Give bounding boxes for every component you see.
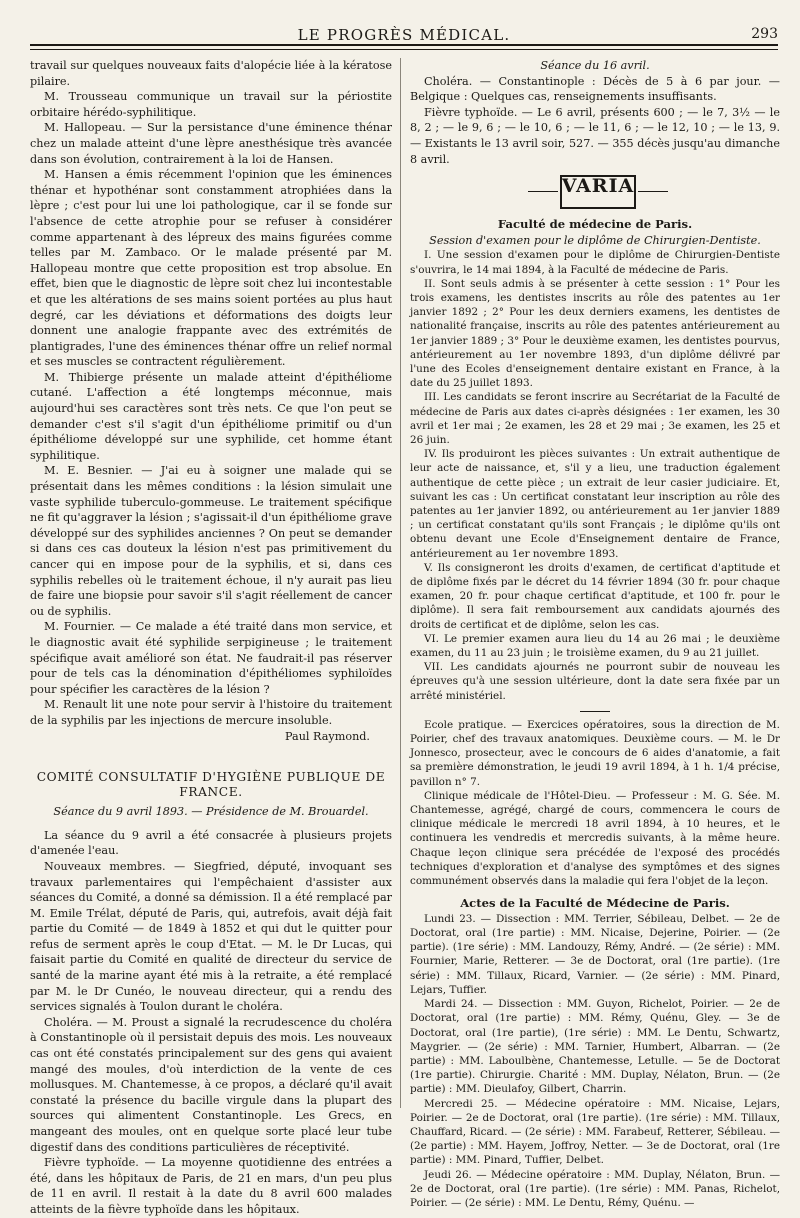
right-paragraph: Mercredi 25. — Médecine opératoire : MM. Nicaise, Lejars, Poirier. — 2e de Doctorat, oral (1re partie). (1re série) : MM. Tillaux, Chauffard, Ricard. — (2e série) : MM. Farabeuf, Retterer, Sébileau. — (2e partie) : MM. Hayem, Joffroy, Netter. — 3e de Doctorat, oral (1re partie) : MM. Pinard, Tuffier, Delbet. (410, 1097, 780, 1167)
ornament-line (528, 191, 558, 192)
separator-rule (580, 711, 610, 712)
right-paragraph: Choléra. — Constantinople : Décès de 5 à 6 par jour. — Belgique : Quelques cas, renseignements insuffisants. (410, 74, 780, 104)
left-paragraph: M. Thibierge présente un malade atteint d'épithéliome cutané. L'affection a été longtemps méconnue, mais aujourd'hui ses caractères sont très nets. Ce que l'on peut se demander c'est s'il s'agit d'un épithéliome primitif ou d'un épithéliome développé sur une syphilide, cet homme étant syphilitique. (30, 370, 392, 462)
right-paragraph: VII. Les candidats ajournés ne pourront subir de nouveau les épreuves qu'à une session ultérieure, dont la date sera fixée par un arrêté ministériel. (410, 661, 780, 702)
right-paragraph: V. Ils consigneront les droits d'examen, de certificat d'aptitude et de diplôme fixés par le décret du 14 février 1894 (30 fr. pour chaque examen, 20 fr. pour chaque certificat d'aptitude, et 100 fr. pour le diplôme). Il sera fait remboursement aux candidats ajournés des droits de certificat et de diplôme, selon les cas. (410, 561, 780, 631)
seance-line: Séance du 9 avril 1893. — Présidence de M. Brouardel. (53, 805, 369, 819)
page-number: 293 (751, 26, 778, 42)
right-paragraph: Clinique médicale de l'Hôtel-Dieu. — Professeur : M. G. Sée. M. Chantemesse, agrégé, chargé de cours, commencera le cours de clinique médicale le mercredi 18 avril 1894, à 10 heures, et le continuera les vendredis et mercredis suivants, à la même heure. Chaque leçon clinique sera précédée de l'exposé des procédés techniques d'exploration et d'analyse des symptômes et des signes communément observés dans la maladie qui fera l'objet de la leçon. (410, 789, 780, 888)
left-column (30, 58, 392, 1216)
seance-line: Séance du 16 avril. (540, 59, 650, 72)
left-paragraph: Choléra. — M. Proust a signalé la recrudescence du choléra à Constantinople où il persistait depuis des mois. Les nouveaux cas ont été constatés principalement sur des gens qui avaient mangé des moules, d'où interdiction de la vente de ces mollusques. M. Chantemesse, à ce propos, a déclaré qu'il avait constaté la présence du bacille virgule dans la plupart des sources qui alimentent Constantinople. Les Grecs, en mangeant des moules, ont en quelque sorte placé leur tube digestif dans des conditions particulières de réceptivité. (30, 1015, 392, 1154)
varia-banner (410, 173, 780, 213)
right-paragraph: Jeudi 26. — Médecine opératoire : MM. Duplay, Nélaton, Brun. — 2e de Doctorat, oral (1re partie). (1re série) : MM. Panas, Richelot, Poirier. — (2e série) : MM. Le Dentu, Rémy, Quénu. — (410, 1168, 780, 1209)
right-paragraph: Ecole pratique. — Exercices opératoires, sous la direction de M. Poirier, chef des travaux anatomiques. Deuxième cours. — M. le Dr Jonnesco, prosecteur, avec le concours de 6 aides d'anatomie, a fait sa première démonstration, le jeudi 19 avril 1894, à 1 h. 1/4 précise, pavillon n° 7. (410, 718, 780, 788)
right-paragraph: Fièvre typhoïde. — Le 6 avril, présents 600 ; — le 7, 3½ — le 8, 2 ; — le 9, 6 ; — le 10, 6 ; — le 11, 6 ; — le 12, 10 ; — le 13, 9. — Existants le 13 avril soir, 527. — 355 décès jusqu'au dimanche 8 avril. (410, 105, 780, 166)
left-paragraph: M. Fournier. — Ce malade a été traité dans mon service, et le diagnostic avait été syphilide serpigineuse ; le traitement spécifique avait amélioré son état. Ne faudrait-il pas réserver pour de tels cas la dénomination d'épithéliomes syphiloïdes pour spécifier les caractères de la lésion ? (30, 620, 392, 696)
right-paragraph: III. Les candidats se feront inscrire au Secrétariat de la Faculté de médecine de Paris aux dates ci-après désignées : 1er examen, les 30 avril et 1er mai ; 2e examen, les 28 et 29 mai ; 3e examen, les 25 et 26 juin. (410, 391, 780, 446)
section-heading: Actes de la Faculté de Médecine de Paris. (460, 896, 730, 911)
varia-title: VARIA (561, 175, 635, 198)
right-paragraph: IV. Ils produiront les pièces suivantes : Un extrait authentique de leur acte de naissance, et, s'il y a lieu, une traduction également authentique de cette pièce ; un extrait de leur casier judiciaire. Et, suivant les cas : Un certificat constatant leur inscription au rôle des patentes au 1er janvier 1892, ou antérieurement au 1er janvier 1889 ; un certificat constatant qu'ils sont Français ; le diplôme qu'ils ont obtenu devant une Ecole d'Enseignement dentaire de France, antérieurement au 1er novembre 1893. (410, 448, 780, 560)
author-signature: Paul Raymond. (285, 729, 370, 743)
left-paragraph: Nouveaux membres. — Siegfried, député, invoquant ses travaux parlementaires qui l'empêchaient d'assister aux séances du Comité, a donné sa démission. Il a été remplacé par M. Emile Trélat, député de Paris, qui, autrefois, avait déjà fait partie du Comité — de 1849 à 1852 et qui dut le quitter pour refus de serment après le coup d'Etat. — M. le Dr Lucas, qui faisait partie du Comité en qualité de directeur du service de santé de la marine ayant été mis à la retraite, a été remplacé par M. le Dr Cunéo, le nouveau directeur, qui a rendu des services signalés à Toulon durant le choléra. (30, 859, 392, 1014)
right-paragraph: I. Une session d'examen pour le diplôme de Chirurgien-Dentiste s'ouvrira, le 14 mai 1894, à la Faculté de médecine de Paris. (410, 249, 780, 276)
left-paragraph: M. Renault lit une note pour servir à l'histoire du traitement de la syphilis par les injections de mercure insoluble. (30, 698, 392, 727)
header-rule-thin (30, 49, 778, 50)
left-paragraph: Fièvre typhoïde. — La moyenne quotidienne des entrées a été, dans les hôpitaux de Paris, de 21 en mars, d'un peu plus de 11 en avril. Il restait à la date du 8 avril 600 malades atteints de la fièvre typhoïde dans les hôpitaux. (30, 1156, 392, 1216)
right-paragraph: Mardi 24. — Dissection : MM. Guyon, Richelot, Poirier. — 2e de Doctorat, oral (1re partie) : MM. Rémy, Quénu, Gley. — 3e de Doctorat, oral (1re partie), (1re série) : MM. Le Dentu, Schwartz, Maygrier. — (2e série) : MM. Tarnier, Humbert, Albarran. — (2e partie) : MM. Laboulbène, Chantemesse, Letulle. — 5e de Doctorat (1re partie). Chirurgie. Charité : MM. Duplay, Nélaton, Brun. — (2e partie) : MM. Dieulafoy, Gilbert, Charrin. (410, 998, 780, 1096)
section-heading: Faculté de médecine de Paris. (497, 217, 693, 232)
right-paragraph: Lundi 23. — Dissection : MM. Terrier, Sébileau, Delbet. — 2e de Doctorat, oral (1re partie) : MM. Nicaise, Dejerine, Poirier. — (2e partie). (1re série) : MM. Landouzy, Rémy, André. — (2e série) : MM. Fournier, Marie, Retterer. — 3e de Doctorat, oral (1re partie). (1re série) : MM. Tillaux, Ricard, Varnier. — (2e série) : MM. Pinard, Lejars, Tuffier. (410, 912, 780, 996)
section-subheading: Session d'examen pour le diplôme de Chirurgien-Dentiste. (429, 233, 761, 247)
left-paragraph: M. Hallopeau. — Sur la persistance d'une éminence thénar chez un malade atteint d'une lèpre anesthésique très avancée dans son évolution, contrairement à la loi de Hansen. (30, 121, 392, 166)
header-rule (30, 44, 778, 46)
left-paragraph: M. Trousseau communique un travail sur la périostite orbitaire hérédo-syphilitique. (30, 90, 392, 119)
ornament-line (638, 191, 668, 192)
column-divider (400, 58, 401, 1108)
right-paragraph: VI. Le premier examen aura lieu du 14 au 26 mai ; le deuxième examen, du 11 au 23 juin ; le troisième examen, du 9 au 21 juillet. (410, 632, 780, 660)
right-column (410, 58, 780, 1209)
left-paragraph: M. Hansen a émis récemment l'opinion que les éminences thénar et hypothénar sont constamment atrophiées dans la lèpre ; c'est pour lui une loi pathologique, car il se fonde sur l'absence de cette atrophie pour se refuser à considérer comme appartenant à des lépreux des mains figurées comme telles par M. Zambaco. Or le malade présenté par M. Hallopeau montre que cette proposition est trop absolue. En effet, bien que le diagnostic de lèpre soit chez lui incontestable et que les altérations de ses mains soient portées au plus haut degré, car les déviations et déformations des doigts leur donnent une analogie frappante avec des extrémités de plantigrades, l'une des éminences thénar offre un relief normal et ses muscles se contractent régulièrement. (30, 168, 392, 369)
page-header (30, 22, 778, 46)
journal-title: LE PROGRÈS MÉDICAL. (297, 26, 511, 44)
left-paragraph: M. E. Besnier. — J'ai eu à soigner une malade qui se présentait dans les mêmes conditions : la lésion simulait une vaste syphilide tuberculo-gommeuse. Le traitement spécifique ne fit qu'aggraver la lésion ; s'agissait-il d'un épithéliome grave développé sur des syphilides anciennes ? On peut se demander si dans ces cas douteux la lésion n'est pas primitivement du cancer qui en impose pour de la syphilis, et si, dans ces syphilis rebelles où le traitement échoue, il n'y aurait pas lieu de faire une biopsie pour savoir s'il s'agit réellement de cancer ou de syphilis. (30, 464, 392, 618)
left-paragraph: travail sur quelques nouveaux faits d'alopécie liée à la kératose pilaire. (30, 59, 392, 88)
right-paragraph: II. Sont seuls admis à se présenter à cette session : 1° Pour les trois examens, les dentistes inscrits au rôle des patentes au 1er janvier 1892 ; 2° Pour les deux derniers examens, les dentistes de nationalité française, inscrits au rôle des patentes antérieurement au 1er janvier 1889 ; 3° Pour le deuxième examen, les dentistes pourvus, antérieurement au 1er novembre 1893, d'un diplôme délivré par l'une des Ecoles d'enseignement dentaire existant en France, à la date du 25 juillet 1893. (410, 277, 780, 390)
section-title: COMITÉ CONSULTATIF D'HYGIÈNE PUBLIQUE DE FRANCE. (36, 770, 386, 800)
left-paragraph: La séance du 9 avril a été consacrée à plusieurs projets d'amenée l'eau. (30, 828, 392, 858)
